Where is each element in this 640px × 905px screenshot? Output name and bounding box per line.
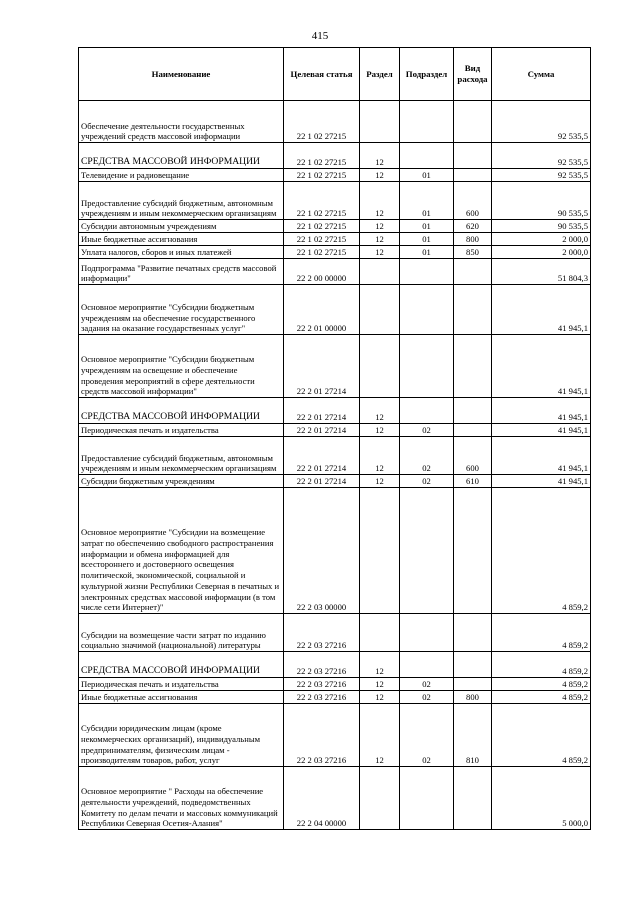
row-sum: 92 535,5 bbox=[492, 143, 591, 169]
row-sum: 51 804,3 bbox=[492, 259, 591, 285]
row-target-article: 22 2 01 27214 bbox=[284, 437, 360, 475]
row-target-article: 22 2 03 00000 bbox=[284, 488, 360, 614]
row-name: Периодическая печать и издательства bbox=[79, 678, 284, 691]
row-expense-type bbox=[454, 285, 492, 335]
row-sum: 5 000,0 bbox=[492, 767, 591, 830]
table-row bbox=[79, 424, 591, 437]
budget-table bbox=[78, 47, 591, 830]
row-name: Субсидии на возмещение части затрат по изданию социально значимой (национальной) литературы bbox=[79, 614, 284, 652]
row-name: Периодическая печать и издательства bbox=[79, 424, 284, 437]
row-subsection bbox=[400, 614, 454, 652]
row-target-article: 22 1 02 27215 bbox=[284, 220, 360, 233]
row-sum: 2 000,0 bbox=[492, 233, 591, 246]
row-target-article: 22 2 01 27214 bbox=[284, 398, 360, 424]
row-expense-type bbox=[454, 488, 492, 614]
row-target-article: 22 2 01 27214 bbox=[284, 475, 360, 488]
row-sum: 90 535,5 bbox=[492, 220, 591, 233]
row-expense-type bbox=[454, 678, 492, 691]
row-expense-type bbox=[454, 259, 492, 285]
row-section: 12 bbox=[360, 143, 400, 169]
header-row bbox=[79, 48, 591, 101]
table-row bbox=[79, 437, 591, 475]
table-row bbox=[79, 488, 591, 614]
column-header-name: Наименование bbox=[79, 48, 284, 101]
row-section: 12 bbox=[360, 220, 400, 233]
row-sum: 90 535,5 bbox=[492, 182, 591, 220]
row-section: 12 bbox=[360, 691, 400, 704]
row-subsection bbox=[400, 259, 454, 285]
row-name: Основное мероприятие "Субсидии бюджетным учреждениям на обеспечение государственного задания на оказание государственных услуг" bbox=[79, 285, 284, 335]
row-target-article: 22 2 03 27216 bbox=[284, 691, 360, 704]
row-expense-type bbox=[454, 101, 492, 143]
row-sum: 41 945,1 bbox=[492, 398, 591, 424]
row-subsection: 01 bbox=[400, 169, 454, 182]
row-name: Иные бюджетные ассигнования bbox=[79, 233, 284, 246]
row-sum: 4 859,2 bbox=[492, 704, 591, 767]
row-section bbox=[360, 614, 400, 652]
row-sum: 4 859,2 bbox=[492, 488, 591, 614]
table-row bbox=[79, 246, 591, 259]
row-sum: 41 945,1 bbox=[492, 335, 591, 398]
row-subsection: 01 bbox=[400, 220, 454, 233]
column-header-sum: Сумма bbox=[492, 48, 591, 101]
row-name: Иные бюджетные ассигнования bbox=[79, 691, 284, 704]
table-row bbox=[79, 169, 591, 182]
table-body bbox=[79, 101, 591, 830]
row-subsection bbox=[400, 488, 454, 614]
row-section: 12 bbox=[360, 475, 400, 488]
row-section: 12 bbox=[360, 424, 400, 437]
table-row bbox=[79, 678, 591, 691]
row-sum: 4 859,2 bbox=[492, 614, 591, 652]
row-subsection: 02 bbox=[400, 475, 454, 488]
table-row bbox=[79, 691, 591, 704]
column-header-type: Вид расхода bbox=[454, 48, 492, 101]
row-section bbox=[360, 101, 400, 143]
table-row bbox=[79, 652, 591, 678]
row-subsection: 02 bbox=[400, 424, 454, 437]
row-target-article: 22 2 04 00000 bbox=[284, 767, 360, 830]
row-section: 12 bbox=[360, 398, 400, 424]
row-section: 12 bbox=[360, 704, 400, 767]
row-name: Уплата налогов, сборов и иных платежей bbox=[79, 246, 284, 259]
row-name: Субсидии автономным учреждениям bbox=[79, 220, 284, 233]
row-name: Основное мероприятие " Расходы на обеспечение деятельности учреждений, подведомственных Комитету по делам печати и массовых коммуникаций Республики Северная Осетия-Алания" bbox=[79, 767, 284, 830]
row-name: СРЕДСТВА МАССОВОЙ ИНФОРМАЦИИ bbox=[79, 398, 284, 424]
page-number: 415 bbox=[311, 30, 329, 42]
row-subsection: 02 bbox=[400, 678, 454, 691]
row-sum: 41 945,1 bbox=[492, 437, 591, 475]
row-subsection bbox=[400, 143, 454, 169]
column-header-target: Целевая статья bbox=[284, 48, 360, 101]
row-subsection: 02 bbox=[400, 437, 454, 475]
row-name: Телевидение и радиовещание bbox=[79, 169, 284, 182]
row-name: Основное мероприятие "Субсидии на возмещение затрат по обеспечению свободного распространения информации и обмена информацией для всестороннего и достоверного освещения политической, экономической, социальной и культурной жизни Республики Северная в печатных и электронных средствах массовой информации (в том числе сети Интернет)" bbox=[79, 488, 284, 614]
row-section bbox=[360, 285, 400, 335]
row-expense-type bbox=[454, 424, 492, 437]
row-target-article: 22 2 03 27216 bbox=[284, 704, 360, 767]
row-subsection bbox=[400, 652, 454, 678]
row-expense-type bbox=[454, 614, 492, 652]
row-expense-type: 800 bbox=[454, 691, 492, 704]
row-expense-type: 620 bbox=[454, 220, 492, 233]
row-expense-type: 850 bbox=[454, 246, 492, 259]
table-row bbox=[79, 233, 591, 246]
row-subsection bbox=[400, 767, 454, 830]
row-target-article: 22 2 03 27216 bbox=[284, 652, 360, 678]
row-target-article: 22 1 02 27215 bbox=[284, 246, 360, 259]
row-name: СРЕДСТВА МАССОВОЙ ИНФОРМАЦИИ bbox=[79, 652, 284, 678]
row-target-article: 22 1 02 27215 bbox=[284, 101, 360, 143]
row-section: 12 bbox=[360, 169, 400, 182]
table-row bbox=[79, 767, 591, 830]
row-section: 12 bbox=[360, 678, 400, 691]
row-target-article: 22 2 03 27216 bbox=[284, 678, 360, 691]
row-name: Предоставление субсидий бюджетным, автономным учреждениям и иным некоммерческим организациям bbox=[79, 437, 284, 475]
row-section: 12 bbox=[360, 437, 400, 475]
row-expense-type bbox=[454, 169, 492, 182]
row-name: Субсидии юридическим лицам (кроме некоммерческих организаций), индивидуальным предпринимателям, физическим лицам - производителям товаров, работ, услуг bbox=[79, 704, 284, 767]
row-target-article: 22 2 01 27214 bbox=[284, 424, 360, 437]
row-subsection bbox=[400, 285, 454, 335]
row-subsection: 01 bbox=[400, 246, 454, 259]
row-subsection: 02 bbox=[400, 691, 454, 704]
row-section bbox=[360, 767, 400, 830]
row-expense-type bbox=[454, 143, 492, 169]
row-sum: 41 945,1 bbox=[492, 424, 591, 437]
column-header-subsection: Подраздел bbox=[400, 48, 454, 101]
row-subsection: 01 bbox=[400, 182, 454, 220]
row-section: 12 bbox=[360, 233, 400, 246]
row-target-article: 22 1 02 27215 bbox=[284, 233, 360, 246]
row-name: Подпрограмма "Развитие печатных средств массовой информации" bbox=[79, 259, 284, 285]
table-row bbox=[79, 475, 591, 488]
table-row bbox=[79, 398, 591, 424]
row-expense-type bbox=[454, 335, 492, 398]
table-row bbox=[79, 335, 591, 398]
row-expense-type: 610 bbox=[454, 475, 492, 488]
row-section bbox=[360, 259, 400, 285]
table-row bbox=[79, 259, 591, 285]
row-sum: 41 945,1 bbox=[492, 475, 591, 488]
table-row bbox=[79, 101, 591, 143]
row-section: 12 bbox=[360, 652, 400, 678]
table-row bbox=[79, 614, 591, 652]
row-sum: 4 859,2 bbox=[492, 678, 591, 691]
row-sum: 4 859,2 bbox=[492, 691, 591, 704]
row-expense-type: 600 bbox=[454, 437, 492, 475]
row-subsection: 01 bbox=[400, 233, 454, 246]
row-name: Субсидии бюджетным учреждениям bbox=[79, 475, 284, 488]
row-target-article: 22 2 00 00000 bbox=[284, 259, 360, 285]
row-target-article: 22 2 01 00000 bbox=[284, 285, 360, 335]
row-subsection bbox=[400, 335, 454, 398]
row-section: 12 bbox=[360, 246, 400, 259]
column-header-section: Раздел bbox=[360, 48, 400, 101]
row-subsection: 02 bbox=[400, 704, 454, 767]
row-target-article: 22 2 01 27214 bbox=[284, 335, 360, 398]
row-expense-type: 600 bbox=[454, 182, 492, 220]
row-expense-type: 810 bbox=[454, 704, 492, 767]
row-target-article: 22 1 02 27215 bbox=[284, 143, 360, 169]
row-target-article: 22 1 02 27215 bbox=[284, 169, 360, 182]
table-row bbox=[79, 704, 591, 767]
row-section: 12 bbox=[360, 182, 400, 220]
row-sum: 2 000,0 bbox=[492, 246, 591, 259]
row-sum: 41 945,1 bbox=[492, 285, 591, 335]
table-row bbox=[79, 182, 591, 220]
row-expense-type: 800 bbox=[454, 233, 492, 246]
row-name: Предоставление субсидий бюджетным, автономным учреждениям и иным некоммерческим организациям bbox=[79, 182, 284, 220]
row-sum: 92 535,5 bbox=[492, 169, 591, 182]
row-expense-type bbox=[454, 767, 492, 830]
row-section bbox=[360, 488, 400, 614]
row-name: Основное мероприятие "Субсидии бюджетным учреждениям на освещение и обеспечение проведения мероприятий в сфере деятельности средств массовой информации" bbox=[79, 335, 284, 398]
row-target-article: 22 2 03 27216 bbox=[284, 614, 360, 652]
row-expense-type bbox=[454, 652, 492, 678]
row-expense-type bbox=[454, 398, 492, 424]
row-name: СРЕДСТВА МАССОВОЙ ИНФОРМАЦИИ bbox=[79, 143, 284, 169]
table-row bbox=[79, 143, 591, 169]
row-sum: 92 535,5 bbox=[492, 101, 591, 143]
table-row bbox=[79, 220, 591, 233]
row-sum: 4 859,2 bbox=[492, 652, 591, 678]
row-subsection bbox=[400, 101, 454, 143]
row-target-article: 22 1 02 27215 bbox=[284, 182, 360, 220]
row-name: Обеспечение деятельности государственных учреждений средств массовой информации bbox=[79, 101, 284, 143]
table-row bbox=[79, 285, 591, 335]
row-section bbox=[360, 335, 400, 398]
row-subsection bbox=[400, 398, 454, 424]
